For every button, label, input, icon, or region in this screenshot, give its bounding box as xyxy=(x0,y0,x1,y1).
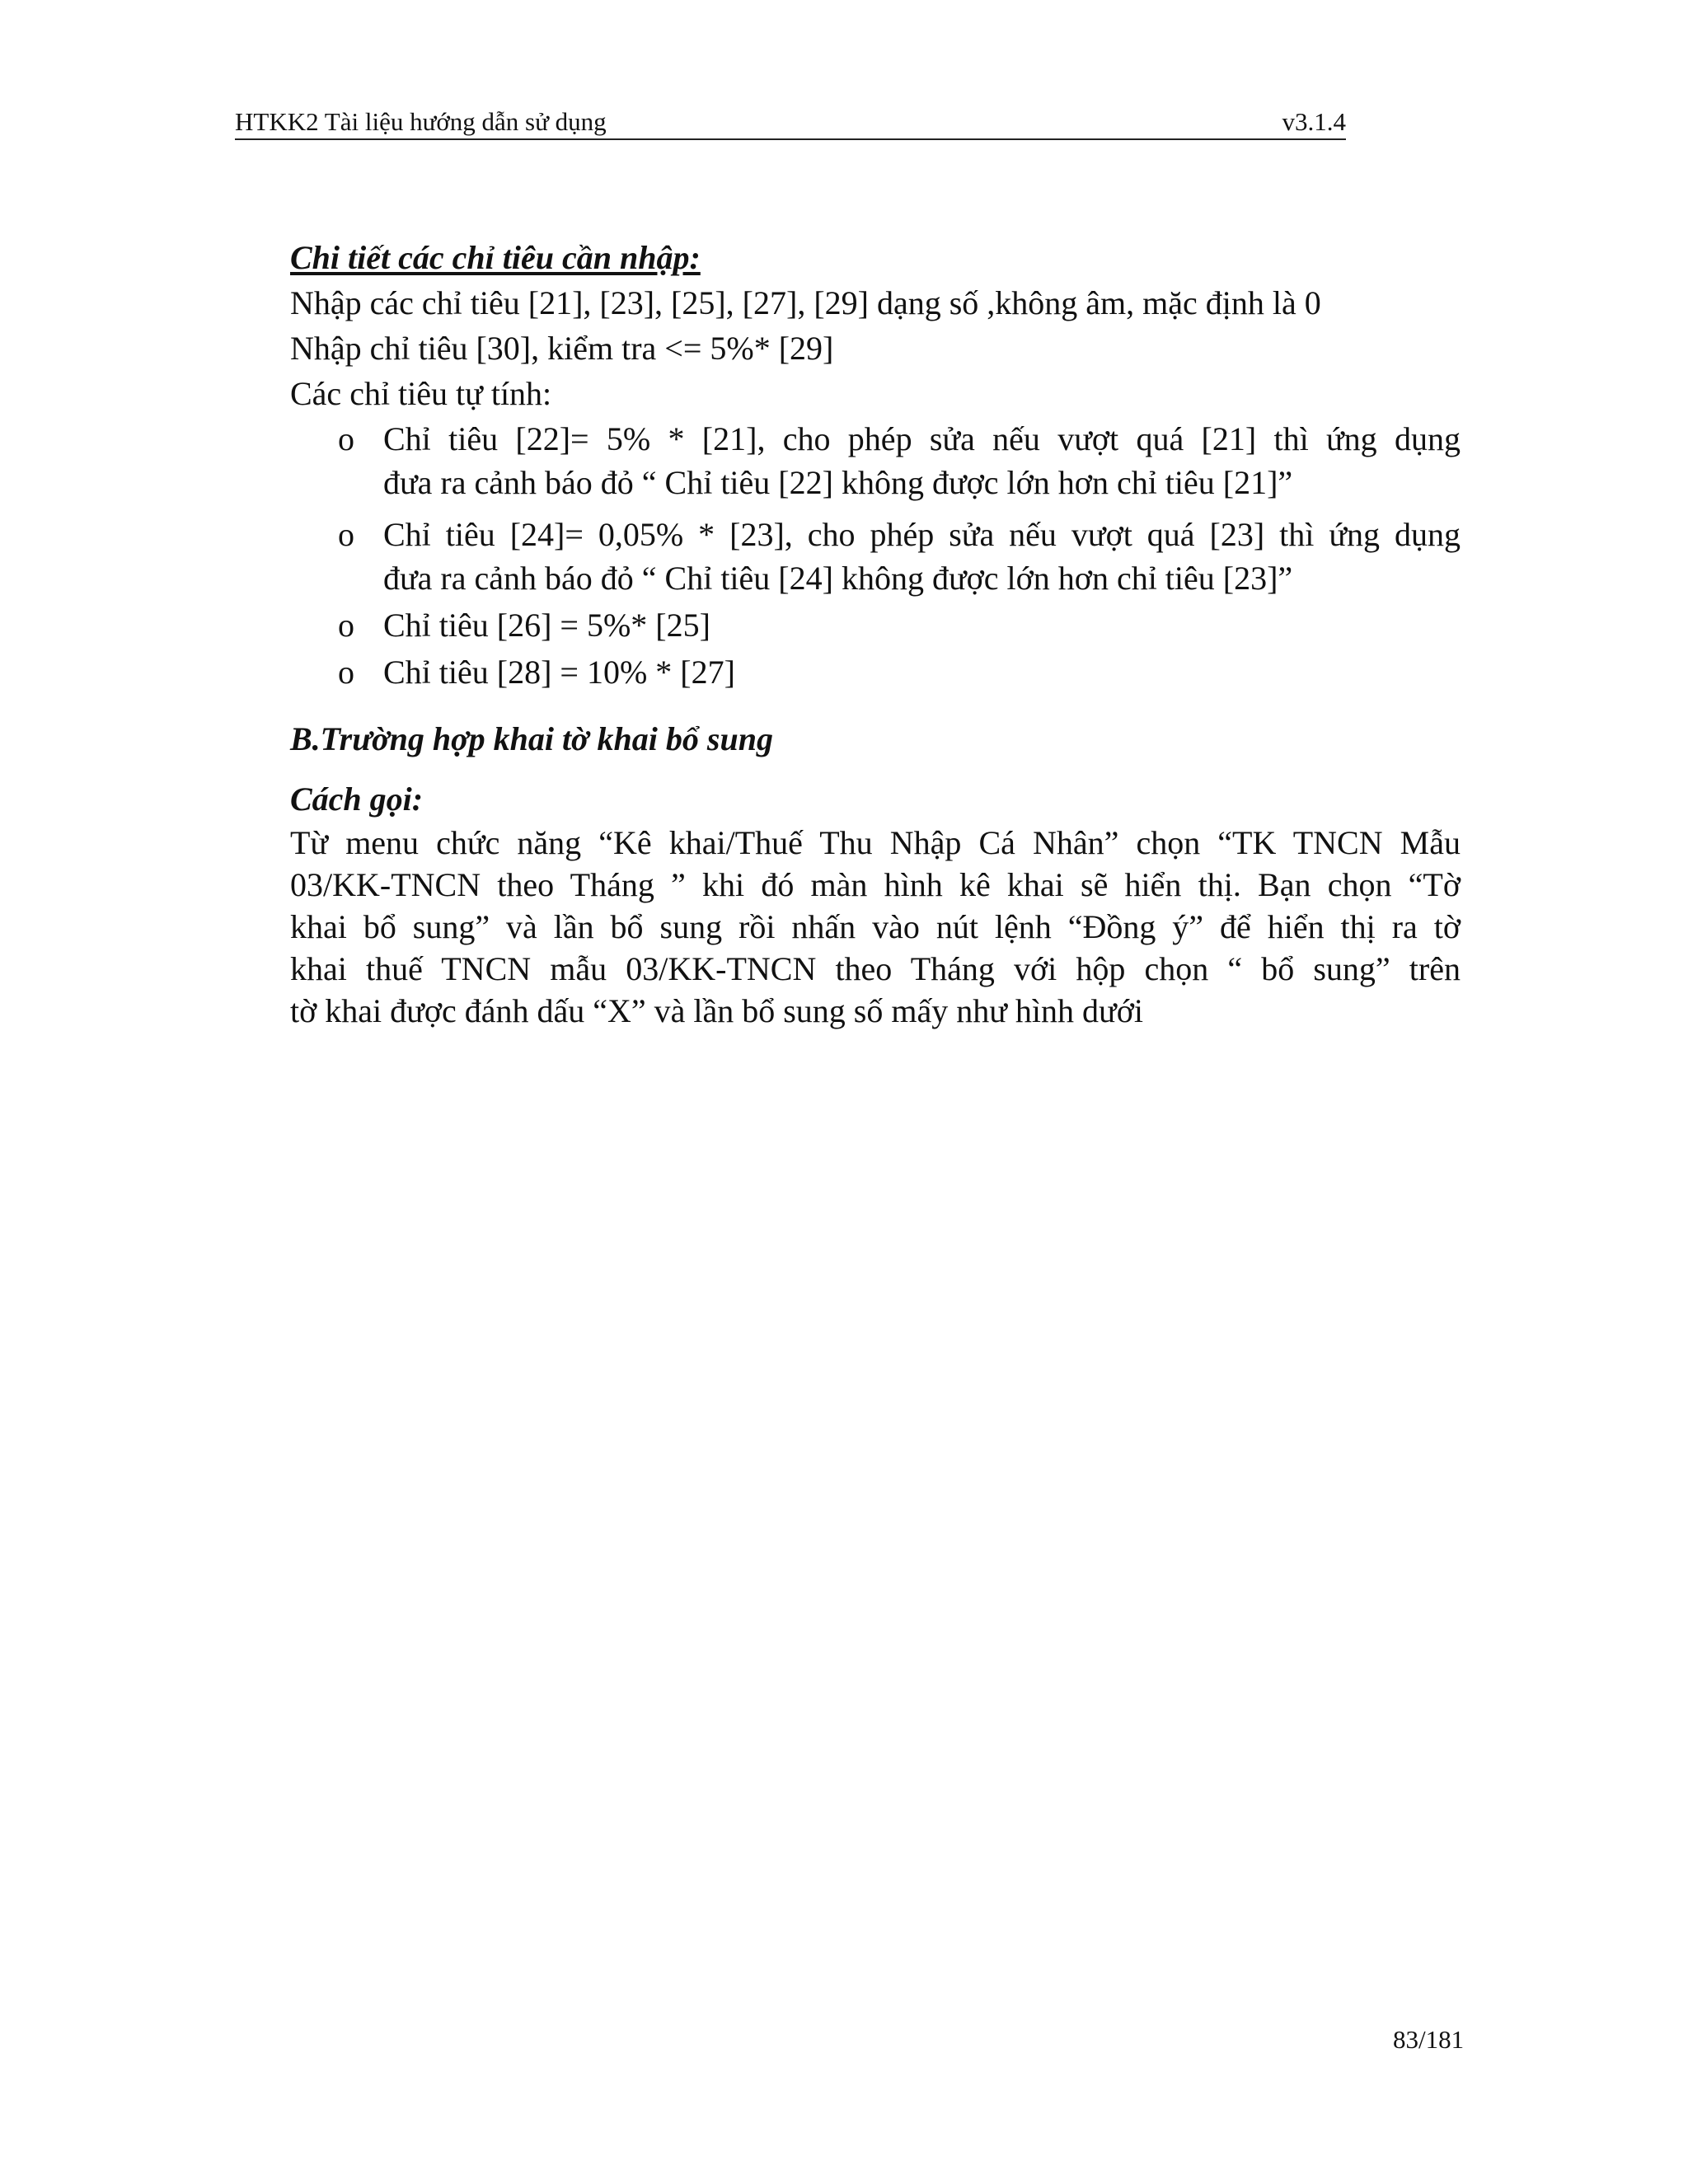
bullet-line: Chỉ tiêu [26] = 5%* [25] xyxy=(383,607,710,644)
page-content xyxy=(290,235,1461,1032)
paragraph-line: khai bổ sung” và lần bổ sung rồi nhấn vào nút lệnh “Đồng ý” để hiển thị ra tờ xyxy=(290,908,1461,945)
bullet-icon: o xyxy=(338,516,354,553)
auto-calc-list xyxy=(290,416,1461,693)
bullet-line: Chỉ tiêu [28] = 10% * [27] xyxy=(383,654,735,691)
text-line-check-30: Nhập chỉ tiêu [30], kiểm tra <= 5%* [29] xyxy=(290,330,834,367)
bullet-icon: o xyxy=(338,654,354,691)
bullet-icon: o xyxy=(338,607,354,644)
text-line-input-fields: Nhập các chỉ tiêu [21], [23], [25], [27], [29] dạng số ,không âm, mặc định là 0 xyxy=(290,284,1321,321)
paragraph-line: Từ menu chức năng “Kê khai/Thuế Thu Nhập Cá Nhân” chọn “TK TNCN Mẫu xyxy=(290,824,1461,861)
bullet-line: đưa ra cảnh báo đỏ “ Chỉ tiêu [22] không được lớn hơn chỉ tiêu [21]” xyxy=(383,464,1293,501)
section-heading-supplement: B.Trường hợp khai tờ khai bổ sung xyxy=(290,720,773,757)
instruction-paragraph xyxy=(290,822,1461,1032)
text-line-auto-calc: Các chỉ tiêu tự tính: xyxy=(290,375,552,412)
document-version: v3.1.4 xyxy=(1282,107,1346,136)
section-heading-details: Chi tiết các chỉ tiêu cần nhập: xyxy=(290,239,701,276)
paragraph-line: 03/KK-TNCN theo Tháng ” khi đó màn hình kê khai sẽ hiển thị. Bạn chọn “Tờ xyxy=(290,866,1461,903)
subheading-how-to-call: Cách gọi: xyxy=(290,780,424,818)
bullet-icon: o xyxy=(338,420,354,457)
list-item xyxy=(290,602,1461,646)
list-item xyxy=(290,512,1461,599)
document-title: HTKK2 Tài liệu hướng dẫn sử dụng xyxy=(235,107,607,136)
list-item xyxy=(290,416,1461,504)
page-header xyxy=(235,105,1346,140)
bullet-line: Chỉ tiêu [22]= 5% * [21], cho phép sửa nếu vượt quá [21] thì ứng dụng xyxy=(383,420,1461,457)
paragraph-line: tờ khai được đánh dấu “X” và lần bổ sung số mấy như hình dưới xyxy=(290,992,1143,1029)
bullet-line: đưa ra cảnh báo đỏ “ Chỉ tiêu [24] không được lớn hơn chỉ tiêu [23]” xyxy=(383,560,1293,597)
bullet-line: Chỉ tiêu [24]= 0,05% * [23], cho phép sửa nếu vượt quá [23] thì ứng dụng xyxy=(383,516,1461,553)
list-item xyxy=(290,649,1461,693)
page-number: 83/181 xyxy=(1393,2025,1465,2054)
paragraph-line: khai thuế TNCN mẫu 03/KK-TNCN theo Tháng với hộp chọn “ bổ sung” trên xyxy=(290,950,1461,987)
